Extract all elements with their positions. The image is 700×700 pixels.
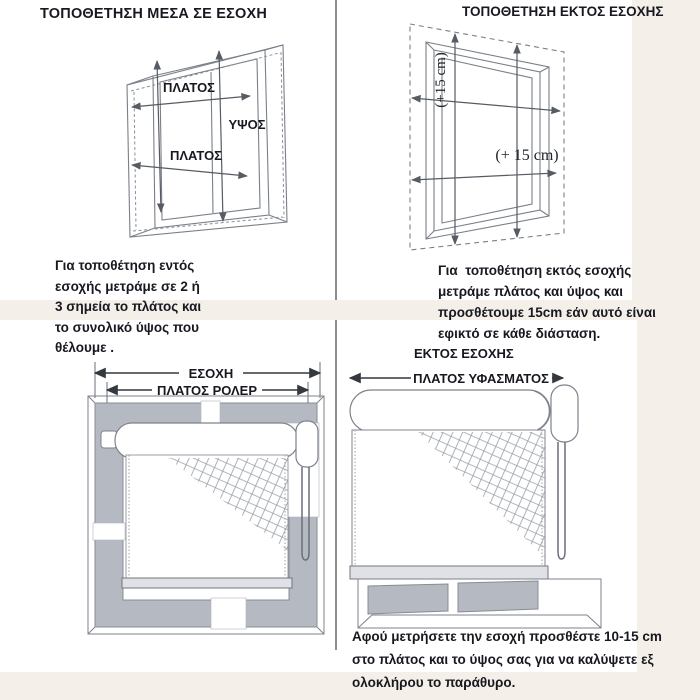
description-line: το συνολικό ύψος που [55, 319, 199, 335]
fabric-width-dimension [350, 370, 563, 386]
title-inside-recess: ΤΟΠΟΘΕΤΗΣΗ ΜΕΣΑ ΣΕ ΕΣΟΧΗ [40, 6, 268, 22]
label-roller-width: ΠΛΑΤΟΣ ΡΟΛΕΡ [156, 383, 258, 398]
diagram-window-inside-recess [105, 30, 320, 252]
title-outside-recess: ΤΟΠΟΘΕΤΗΣΗ ΕΚΤΟΣ ΕΣΟΧΗΣ [462, 4, 664, 19]
label-fabric-width: ΠΛΑΤΟΣ ΥΦΑΣΜΑΤΟΣ [413, 371, 549, 386]
label-recess: ΕΣΟΧΗ [188, 366, 234, 381]
window-pane [368, 584, 448, 614]
description-line: μετράμε πλάτος και ύψος και [438, 284, 623, 299]
description-line: 3 σημεία το πλάτος και [55, 299, 202, 314]
pull-chain [558, 442, 565, 559]
label-width-top: ΠΛΑΤΟΣ [163, 80, 215, 95]
roller-width-dimension [107, 381, 308, 404]
description-line: Αφού μετρήσετε την εσοχή προσθέστε 10-15 cm [352, 629, 662, 644]
label-height: ΥΨΟΣ [228, 117, 266, 132]
window-pane [458, 581, 538, 612]
roller-tube [350, 390, 550, 432]
diagram-roller-in-recess [80, 348, 335, 648]
chain-mechanism [551, 385, 578, 442]
bottom-hem-bar [122, 578, 292, 588]
title-outside-recess-bottom: ΕΚΤΟΣ ΕΣΟΧΗΣ [414, 346, 514, 361]
dimension-arrows-inside [132, 51, 250, 221]
bottom-hem-bar [350, 566, 548, 579]
description-line: προσθέτουμε 15cm εάν αυτό είναι [438, 305, 656, 320]
vertical-divider-top [335, 0, 337, 300]
description-line: εφικτό σε κάθε διάσταση. [438, 326, 601, 341]
description-inside-recess [55, 256, 201, 359]
description-line: στο πλάτος και το ύψος σας για να καλύψετε εξ [352, 652, 654, 667]
description-line: θέλουμε . [55, 340, 115, 355]
diagram-window-outside-recess [390, 16, 638, 264]
description-line: Για τοποθέτηση εντός [55, 258, 195, 273]
chain-mechanism [296, 421, 318, 467]
label-width-bottom: ΠΛΑΤΟΣ [170, 148, 222, 163]
diagram-roller-outside-recess [343, 368, 635, 630]
description-outside-recess [438, 260, 656, 344]
vertical-divider-bottom [335, 320, 337, 650]
description-line: Για τοποθέτηση εκτός εσοχής [438, 263, 632, 278]
label-width-plus-15cm: (+ 15 cm) [495, 147, 559, 164]
description-line: ολοκλήρου το παράθυρο. [352, 675, 516, 690]
description-bottom [352, 625, 662, 694]
description-line: εσοχής μετράμε σε 2 ή [55, 278, 200, 294]
roller-tube [115, 423, 298, 458]
window-recess-outline [127, 45, 287, 237]
window-sill [358, 579, 601, 628]
label-height-plus-15cm: (+15 cm) [433, 52, 449, 108]
